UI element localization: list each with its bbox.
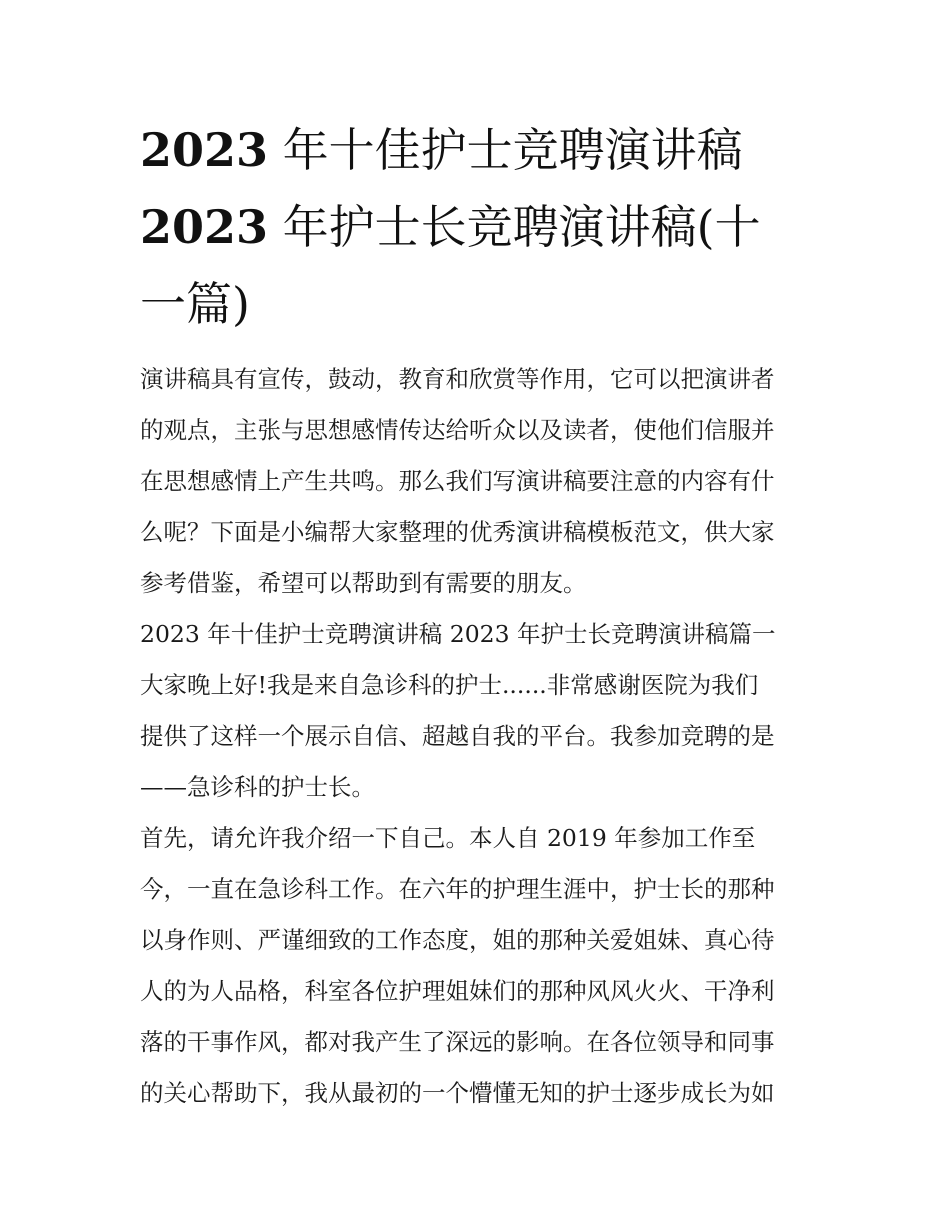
title-line-3: 一篇) [140,277,250,331]
text-line: 今，一直在急诊科工作。在六年的护理生涯中，护士长的那种 [140,875,775,903]
title-line-1 [140,112,820,189]
section-heading [140,609,820,660]
intro-paragraph [140,354,820,609]
text-line: 大家晚上好!我是来自急诊科的护士......非常感谢医院为我们 [140,671,759,699]
text-line: 2023 年十佳护士竞聘演讲稿 2023 年护士长竞聘演讲稿篇一 [140,620,776,648]
text-line: ——急诊科的护士长。 [140,773,375,801]
title-text-1: 年十佳护士竞聘演讲稿 [282,123,743,177]
text-line: 落的干事作风，都对我产生了深远的影响。在各位领导和同事 [140,1028,775,1056]
text-line: 么呢？下面是小编帮大家整理的优秀演讲稿模板范文，供大家 [140,518,775,546]
text-line: 首先，请允许我介绍一下自己。本人自 2019 年参加工作至 [140,824,756,852]
text-line: 演讲稿具有宣传，鼓动，教育和欣赏等作用，它可以把演讲者 [140,365,775,393]
self-intro-paragraph [140,813,820,1119]
text-line: 以身作则、严谨细致的工作态度，姐的那种关爱姐妹、真心待 [140,926,775,954]
document-title [140,112,820,343]
title-year-2: 2023 [140,200,269,254]
text-line: 在思想感情上产生共鸣。那么我们写演讲稿要注意的内容有什 [140,467,775,495]
text-line: 的关心帮助下，我从最初的一个懵懂无知的护士逐步成长为如 [140,1079,775,1107]
greeting-paragraph [140,660,820,813]
title-line-2 [140,189,820,266]
title-year-1: 2023 [140,123,269,177]
text-line: 的观点，主张与思想感情传达给听众以及读者，使他们信服并 [140,416,775,444]
title-text-2: 年护士长竞聘演讲稿(十 [282,200,761,254]
text-line: 人的为人品格，科室各位护理姐妹们的那种风风火火、干净利 [140,977,775,1005]
document-body [140,354,820,1119]
text-line: 参考借鉴，希望可以帮助到有需要的朋友。 [140,569,587,597]
text-line: 提供了这样一个展示自信、超越自我的平台。我参加竞聘的是 [140,722,775,750]
